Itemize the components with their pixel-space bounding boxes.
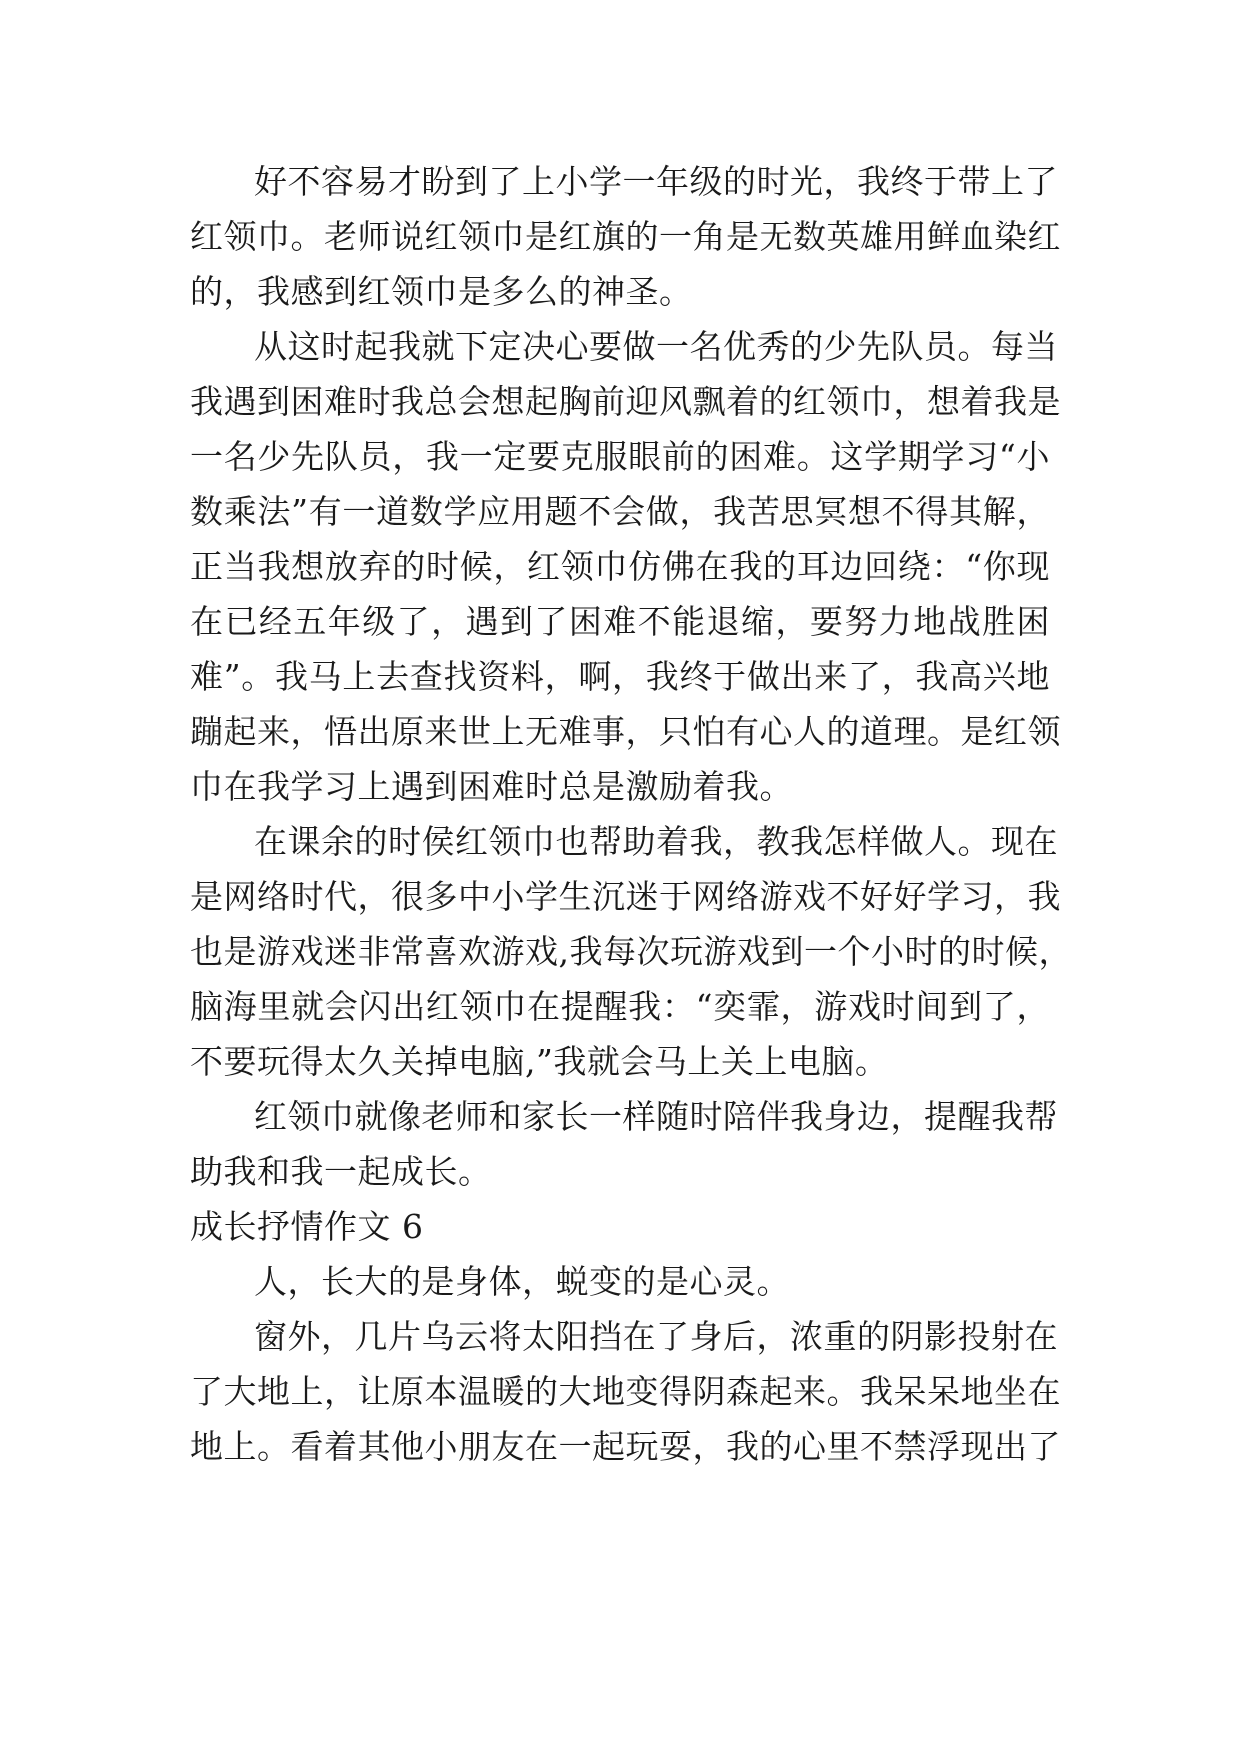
- paragraph-line: 在已经五年级了，遇到了困难不能退缩，要努力地战胜困: [190, 602, 1050, 641]
- paragraph-line: 在课余的时侯红领巾也帮助着我，教我怎样做人。现在: [254, 822, 1058, 861]
- paragraph-line: 红领巾。老师说红领巾是红旗的一角是无数英雄用鲜血染红: [190, 217, 1061, 256]
- paragraph-line: 的，我感到红领巾是多么的神圣。: [190, 272, 693, 311]
- paragraph-line: 窗外，几片乌云将太阳挡在了身后，浓重的阴影投射在: [254, 1317, 1058, 1356]
- paragraph-line: 巾在我学习上遇到困难时总是激励着我。: [190, 767, 793, 806]
- paragraph-line: 难”。我马上去查找资料，啊，我终于做出来了，我高兴地: [190, 657, 1050, 696]
- paragraph-line: 从这时起我就下定决心要做一名优秀的少先队员。每当: [254, 327, 1058, 366]
- paragraph-line: 数乘法”有一道数学应用题不会做，我苦思冥想不得其解，: [190, 492, 1050, 531]
- section-heading: 成长抒情作文 6: [190, 1207, 424, 1246]
- paragraph-line: 正当我想放弃的时候，红领巾仿佛在我的耳边回绕：“你现: [190, 547, 1050, 586]
- paragraph-line: 人，长大的是身体，蜕变的是心灵。: [254, 1262, 790, 1301]
- paragraph-line: 我遇到困难时我总会想起胸前迎风飘着的红领巾，想着我是: [190, 382, 1061, 421]
- paragraph-line: 是网络时代，很多中小学生沉迷于网络游戏不好好学习，我: [190, 877, 1061, 916]
- paragraph-line: 地上。看着其他小朋友在一起玩耍，我的心里不禁浮现出了: [190, 1427, 1061, 1466]
- paragraph-line: 助我和我一起成长。: [190, 1152, 492, 1191]
- paragraph-line: 红领巾就像老师和家长一样随时陪伴我身边，提醒我帮: [254, 1097, 1058, 1136]
- paragraph-line: 一名少先队员，我一定要克服眼前的困难。这学期学习“小: [190, 437, 1050, 476]
- paragraph-line: 了大地上，让原本温暖的大地变得阴森起来。我呆呆地坐在: [190, 1372, 1061, 1411]
- paragraph-line: 不要玩得太久关掉电脑,”我就会马上关上电脑。: [190, 1042, 889, 1081]
- paragraph-line: 蹦起来，悟出原来世上无难事，只怕有心人的道理。是红领: [190, 712, 1061, 751]
- paragraph-line: 脑海里就会闪出红领巾在提醒我：“奕霏，游戏时间到了，: [190, 987, 1050, 1026]
- paragraph-line: 也是游戏迷非常喜欢游戏,我每次玩游戏到一个小时的时候，: [190, 932, 1072, 971]
- paragraph-line: 好不容易才盼到了上小学一年级的时光，我终于带上了: [254, 162, 1058, 201]
